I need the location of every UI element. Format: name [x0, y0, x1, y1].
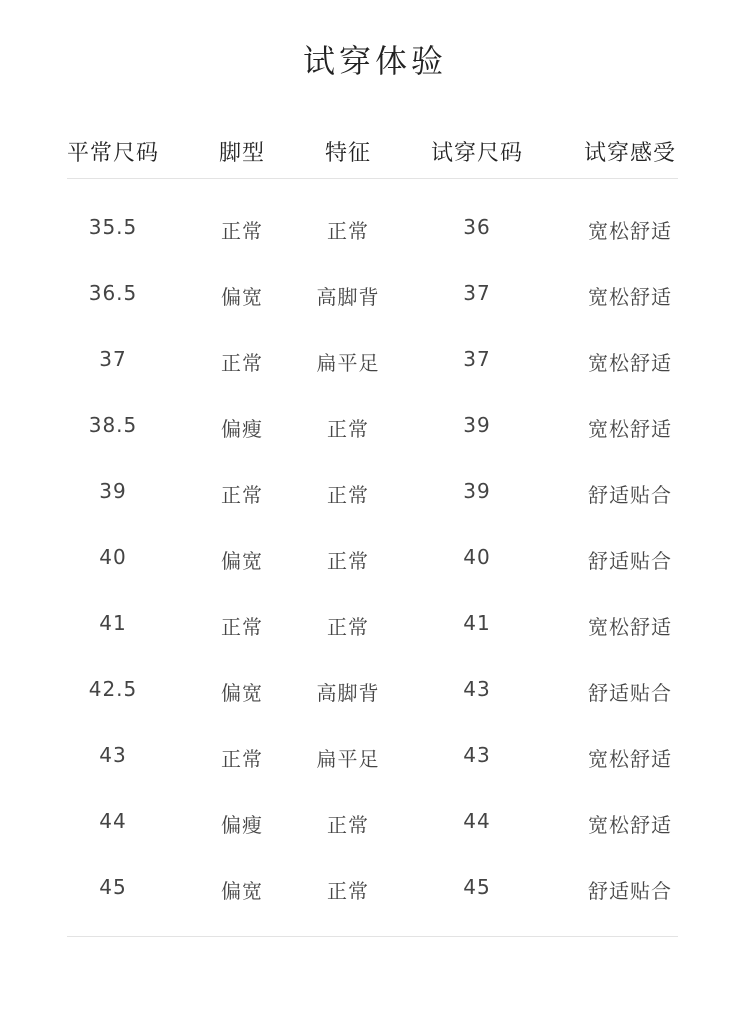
cell-trial-feeling: 舒适贴合	[588, 681, 672, 705]
cell-usual-size: 45	[99, 875, 127, 899]
cell-trial-size: 44	[463, 809, 491, 833]
cell-usual-size: 43	[99, 743, 127, 767]
cell-foot-type: 正常	[221, 483, 263, 507]
column-header-feature: 特征	[324, 141, 372, 166]
table-header	[67, 118, 678, 179]
cell-foot-type: 偏瘦	[221, 813, 263, 837]
cell-feature: 正常	[327, 549, 369, 573]
cell-trial-size: 41	[463, 611, 491, 635]
cell-usual-size: 41	[99, 611, 127, 635]
cell-trial-size: 43	[463, 677, 491, 701]
cell-trial-feeling: 宽松舒适	[588, 813, 672, 837]
cell-foot-type: 正常	[221, 351, 263, 375]
cell-usual-size: 38.5	[88, 413, 138, 437]
cell-trial-feeling: 宽松舒适	[588, 219, 672, 243]
cell-feature: 正常	[327, 483, 369, 507]
cell-trial-size: 37	[463, 347, 491, 371]
cell-foot-type: 偏宽	[221, 681, 263, 705]
cell-foot-type: 偏宽	[221, 285, 263, 309]
cell-trial-size: 43	[463, 743, 491, 767]
cell-trial-size: 37	[463, 281, 491, 305]
cell-trial-size: 36	[463, 215, 491, 239]
cell-trial-size: 39	[463, 413, 491, 437]
cell-usual-size: 39	[99, 479, 127, 503]
table-row	[67, 524, 678, 590]
cell-usual-size: 44	[99, 809, 127, 833]
cell-feature: 扁平足	[316, 351, 380, 375]
cell-foot-type: 偏宽	[221, 549, 263, 573]
table-row	[67, 656, 678, 722]
cell-foot-type: 正常	[221, 219, 263, 243]
cell-feature: 扁平足	[316, 747, 380, 771]
table-row	[67, 854, 678, 920]
table-body	[67, 179, 678, 937]
table-row	[67, 788, 678, 854]
table-row	[67, 458, 678, 524]
cell-feature: 高脚背	[316, 285, 380, 309]
cell-foot-type: 偏宽	[221, 879, 263, 903]
fit-experience-table	[67, 118, 678, 937]
cell-trial-size: 40	[463, 545, 491, 569]
cell-usual-size: 40	[99, 545, 127, 569]
table-row	[67, 392, 678, 458]
cell-trial-feeling: 宽松舒适	[588, 747, 672, 771]
cell-trial-feeling: 舒适贴合	[588, 549, 672, 573]
table-row	[67, 194, 678, 260]
cell-feature: 正常	[327, 879, 369, 903]
cell-trial-feeling: 宽松舒适	[588, 417, 672, 441]
page-title: 试穿体验	[302, 42, 447, 80]
cell-trial-size: 39	[463, 479, 491, 503]
column-header-trial-feeling: 试穿感受	[583, 141, 677, 166]
column-header-foot-type: 脚型	[218, 141, 266, 166]
column-header-trial-size: 试穿尺码	[430, 141, 524, 166]
cell-trial-feeling: 宽松舒适	[588, 351, 672, 375]
cell-foot-type: 偏瘦	[221, 417, 263, 441]
cell-foot-type: 正常	[221, 615, 263, 639]
cell-feature: 正常	[327, 813, 369, 837]
table-row	[67, 326, 678, 392]
cell-foot-type: 正常	[221, 747, 263, 771]
cell-trial-feeling: 宽松舒适	[588, 615, 672, 639]
cell-feature: 正常	[327, 417, 369, 441]
cell-trial-feeling: 宽松舒适	[588, 285, 672, 309]
cell-trial-size: 45	[463, 875, 491, 899]
cell-usual-size: 36.5	[88, 281, 138, 305]
table-row	[67, 590, 678, 656]
cell-feature: 正常	[327, 219, 369, 243]
cell-usual-size: 35.5	[88, 215, 138, 239]
cell-trial-feeling: 舒适贴合	[588, 879, 672, 903]
cell-feature: 高脚背	[316, 681, 380, 705]
column-header-usual-size: 平常尺码	[66, 141, 160, 166]
cell-usual-size: 42.5	[88, 677, 138, 701]
cell-usual-size: 37	[99, 347, 127, 371]
cell-trial-feeling: 舒适贴合	[588, 483, 672, 507]
table-row	[67, 260, 678, 326]
cell-feature: 正常	[327, 615, 369, 639]
table-row	[67, 722, 678, 788]
